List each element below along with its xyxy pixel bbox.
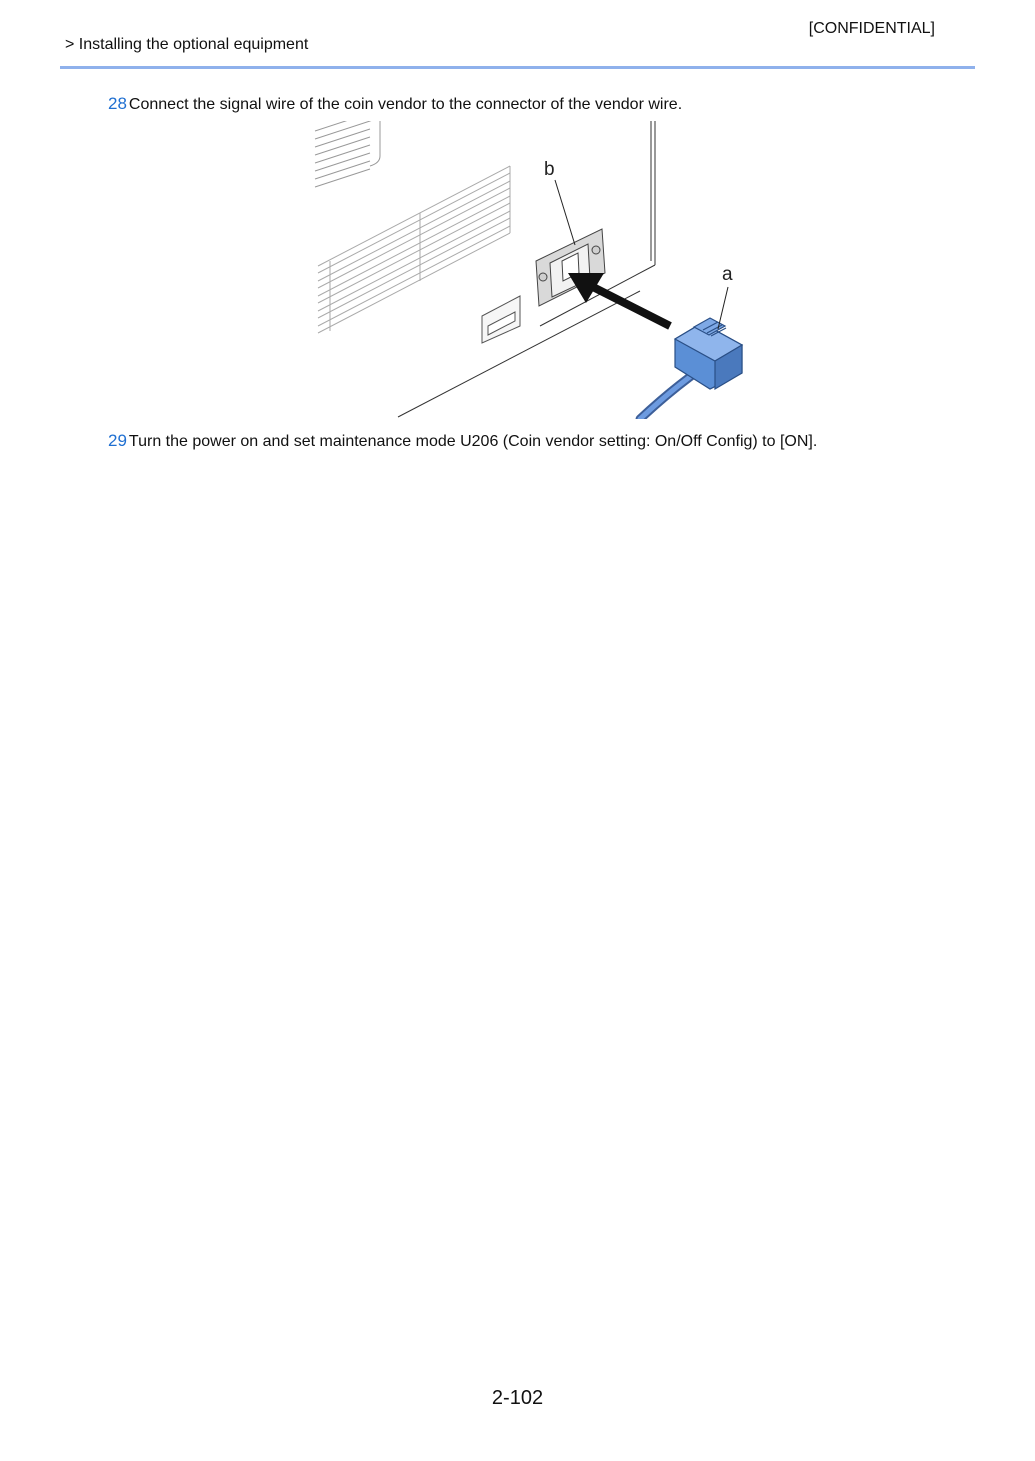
header-divider	[60, 66, 975, 69]
callout-a: a	[722, 264, 733, 285]
step-text: Turn the power on and set maintenance mode U206 (Coin vendor setting: On/Off Config) to [ON].	[128, 433, 818, 450]
callout-b: b	[544, 159, 555, 180]
connector-illustration	[310, 121, 760, 419]
confidential-label: [CONFIDENTIAL]	[808, 20, 935, 37]
vendor-connector-plate	[536, 229, 605, 306]
step-29	[108, 431, 817, 451]
breadcrumb: > Installing the optional equipment	[65, 36, 309, 53]
step-number: 28	[108, 94, 127, 113]
step-28	[108, 94, 682, 114]
step-number: 29	[108, 431, 127, 450]
page-number: 2-102	[491, 1387, 544, 1409]
step-text: Connect the signal wire of the coin vendor to the connector of the vendor wire.	[128, 96, 683, 113]
